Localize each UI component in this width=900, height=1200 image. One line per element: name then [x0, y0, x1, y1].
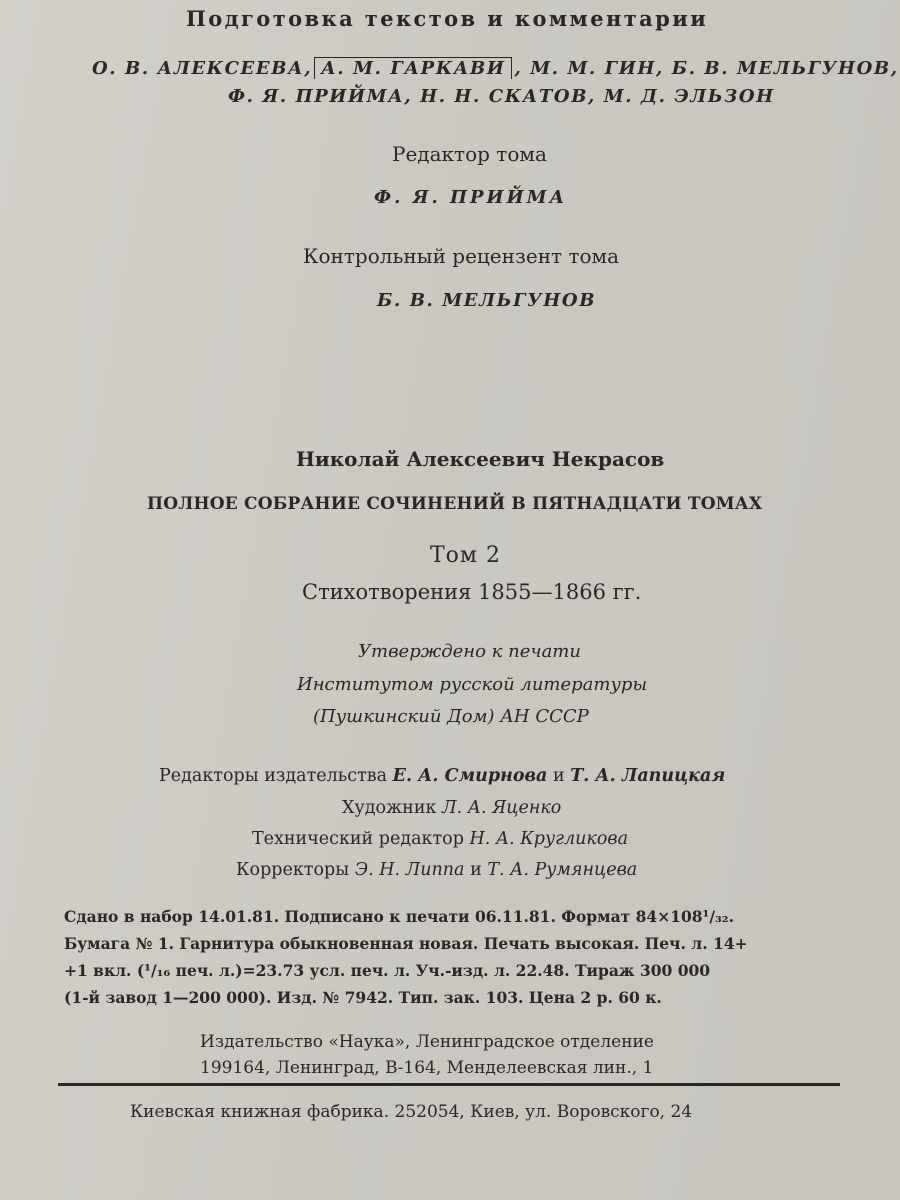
tech-editor-name: Н. А. Кругликова [469, 829, 629, 849]
imprint-line1: Сдано в набор 14.01.81. Подписано к печати 06.11.81. Формат 84×108¹/₃₂. [64, 907, 734, 926]
artist-line [342, 798, 561, 818]
volume-editor-label: Редактор тома [392, 142, 547, 166]
proofreaders-label: Корректоры [236, 860, 350, 880]
credits-names-rest: , М. М. ГИН, Б. В. МЕЛЬГУНОВ, [514, 58, 899, 79]
credits-name-alekseeva: О. В. АЛЕКСЕЕВА, [92, 58, 313, 79]
publisher-line2: 199164, Ленинград, В-164, Менделеевская лин., 1 [200, 1058, 654, 1078]
approval-line3: (Пушкинский Дом) АН СССР [313, 706, 589, 727]
publisher-editor-1: Е. А. Смирнова [392, 766, 548, 786]
collection-title: ПОЛНОЕ СОБРАНИЕ СОЧИНЕНИЙ В ПЯТНАДЦАТИ ТОМАХ [147, 494, 763, 514]
tech-editor-line [252, 829, 628, 849]
artist-name: Л. А. Яценко [442, 798, 562, 818]
proofreaders-and: и [470, 860, 482, 880]
approval-line1: Утверждено к печати [358, 641, 581, 662]
credits-name-garkavi-boxed: А. М. ГАРКАВИ [314, 57, 512, 79]
author-name: Николай Алексеевич Некрасов [296, 447, 665, 471]
credits-names-line1 [92, 57, 899, 79]
printer-line: Киевская книжная фабрика. 252054, Киев, ул. Воровского, 24 [130, 1102, 693, 1122]
publisher-editors-label: Редакторы издательства [159, 766, 388, 786]
tech-editor-label: Технический редактор [252, 829, 464, 849]
proofreaders-line [236, 860, 637, 880]
publisher-editors-and: и [552, 766, 565, 786]
publisher-editors [159, 766, 725, 786]
reviewer-name: Б. В. МЕЛЬГУНОВ [377, 290, 597, 311]
imprint-line4: (1-й завод 1—200 000). Изд. № 7942. Тип. зак. 103. Цена 2 р. 60 к. [64, 988, 662, 1007]
publisher-line1: Издательство «Наука», Ленинградское отделение [200, 1032, 654, 1052]
volume-subtitle: Стихотворения 1855—1866 гг. [302, 580, 642, 604]
proofreader-1: Э. Н. Липпа [354, 860, 465, 880]
artist-label: Художник [342, 798, 437, 818]
imprint-line2: Бумага № 1. Гарнитура обыкновенная новая. Печать высокая. Печ. л. 14+ [64, 934, 748, 953]
reviewer-label: Контрольный рецензент тома [303, 244, 620, 268]
divider-rule [58, 1083, 840, 1086]
approval-line2: Институтом русской литературы [297, 674, 648, 695]
proofreader-2: Т. А. Румянцева [487, 860, 638, 880]
credits-names-line2: Ф. Я. ПРИЙМА, Н. Н. СКАТОВ, М. Д. ЭЛЬЗОН [228, 86, 775, 107]
imprint-line3: +1 вкл. (¹/₁₆ печ. л.)=23.73 усл. печ. л. Уч.-изд. л. 22.48. Тираж 300 000 [64, 961, 711, 980]
publisher-editor-2: Т. А. Лапицкая [570, 766, 726, 786]
volume-editor-name: Ф. Я. ПРИЙМА [374, 187, 568, 208]
volume-number: Том 2 [430, 543, 502, 568]
credits-heading: Подготовка текстов и комментарии [186, 6, 709, 31]
